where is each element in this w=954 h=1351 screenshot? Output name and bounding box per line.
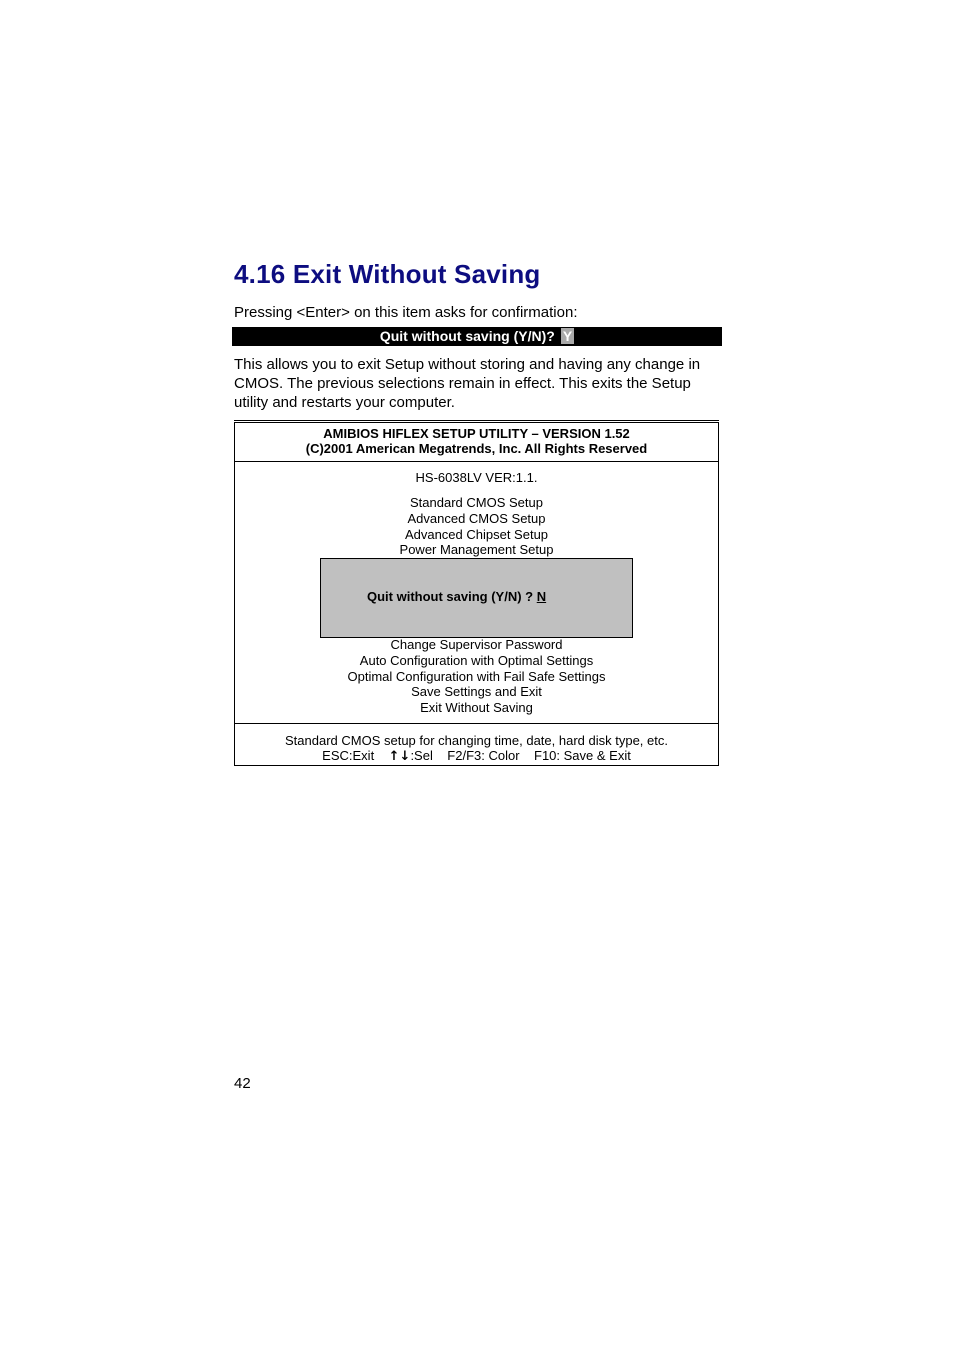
menu-item-advanced-cmos[interactable]: Advanced CMOS Setup	[407, 511, 546, 526]
menu-item-standard-cmos[interactable]: Standard CMOS Setup	[410, 495, 543, 510]
footer-help-text: Standard CMOS setup for changing time, date, hard disk type, etc.	[285, 733, 668, 748]
confirm-prompt-text: Quit without saving (Y/N)?	[379, 328, 555, 344]
confirm-prompt-bar	[232, 327, 722, 346]
bios-menu	[235, 462, 718, 724]
arrow-keys-icon: ↑↓	[388, 749, 411, 764]
menu-item-change-supervisor-password[interactable]: Change Supervisor Password	[390, 637, 563, 652]
quit-confirm-dialog	[320, 558, 633, 638]
menu-item-exit-without-saving[interactable]: Exit Without Saving	[420, 700, 533, 715]
description-line: CMOS. The previous selections remain in effect. This exits the Setup	[234, 375, 691, 392]
page-number: 42	[234, 1075, 251, 1092]
bios-setup-screen	[234, 422, 719, 766]
menu-item-power-management[interactable]: Power Management Setup	[399, 542, 554, 557]
intro-text: Pressing <Enter> on this item asks for confirmation:	[234, 304, 578, 321]
section-title: 4.16 Exit Without Saving	[234, 259, 541, 289]
menu-item-advanced-chipset[interactable]: Advanced Chipset Setup	[404, 527, 549, 542]
bios-header	[235, 423, 718, 462]
divider-rule	[234, 420, 719, 421]
menu-item-auto-config-optimal[interactable]: Auto Configuration with Optimal Settings	[359, 653, 594, 668]
key-save-exit: F10: Save & Exit	[534, 748, 631, 763]
description-line: This allows you to exit Setup without storing and having any change in	[234, 356, 701, 373]
bios-copyright: (C)2001 American Megatrends, Inc. All Rights Reserved	[305, 441, 648, 456]
footer-key-legend	[235, 748, 718, 764]
quit-confirm-text	[367, 589, 546, 605]
description-text	[234, 355, 719, 412]
quit-confirm-answer[interactable]: N	[536, 589, 547, 604]
key-color: F2/F3: Color	[447, 748, 520, 763]
quit-confirm-prompt: Quit without saving (Y/N) ?	[367, 589, 534, 604]
menu-item-optimal-config-fail-safe[interactable]: Optimal Configuration with Fail Safe Settings	[347, 669, 606, 684]
bios-title: AMIBIOS HIFLEX SETUP UTILITY – VERSION 1.52	[323, 426, 630, 441]
bios-version: HS-6038LV VER:1.1.	[415, 470, 538, 485]
description-line: utility and restarts your computer.	[234, 394, 455, 411]
menu-item-save-and-exit[interactable]: Save Settings and Exit	[411, 684, 542, 699]
key-select: :Sel	[410, 748, 433, 763]
bios-footer	[235, 724, 718, 764]
key-esc-exit: ESC:Exit	[322, 748, 375, 763]
confirm-prompt-value: Y	[562, 328, 573, 344]
